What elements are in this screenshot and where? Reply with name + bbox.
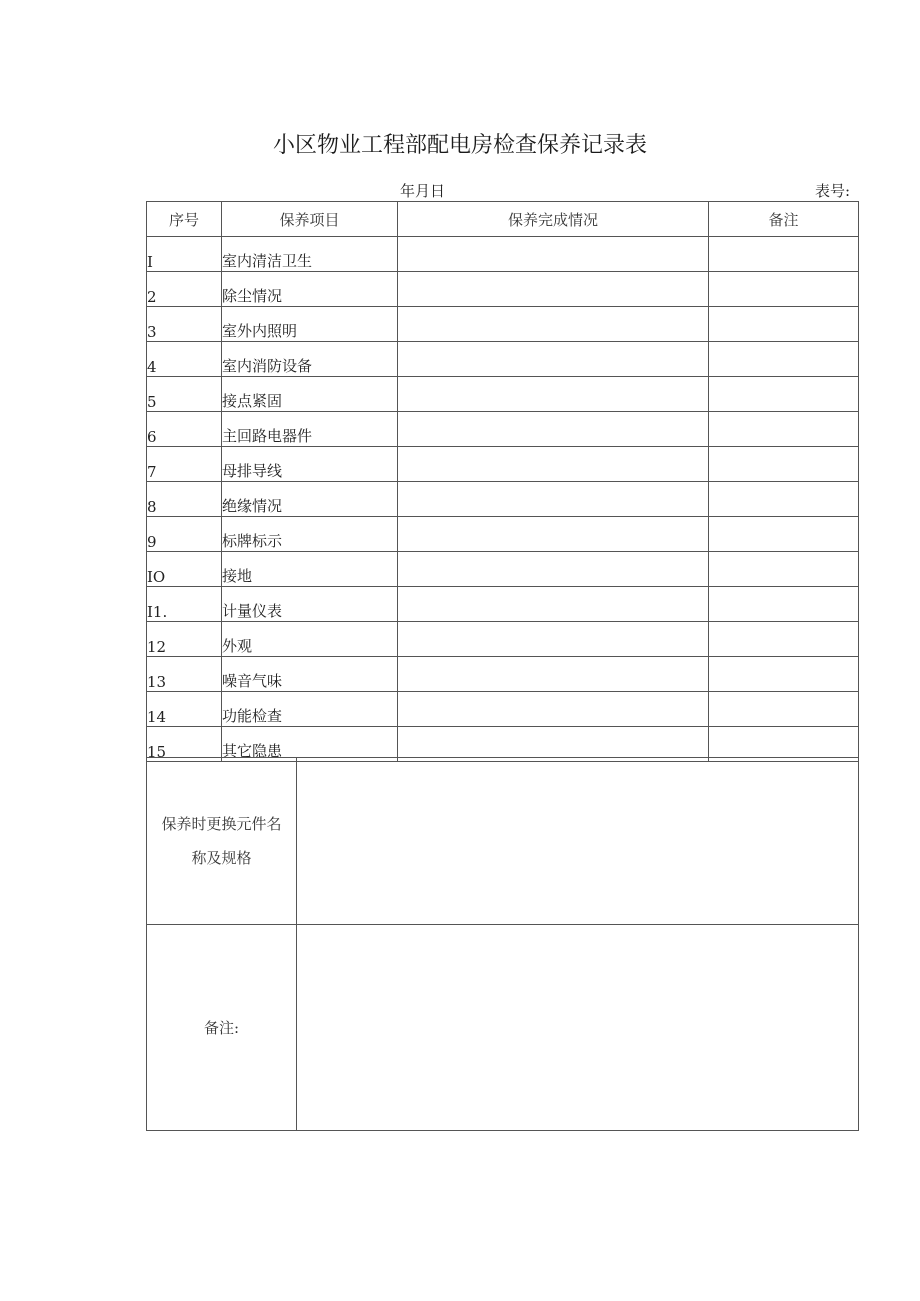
- row-item: 除尘情况: [222, 272, 398, 307]
- row-status-cell[interactable]: [398, 552, 709, 587]
- bottom-remark-row: [147, 925, 859, 1131]
- row-item: 外观: [222, 622, 398, 657]
- row-number: 4: [147, 342, 222, 377]
- row-status-cell[interactable]: [398, 447, 709, 482]
- row-number: 5: [147, 377, 222, 412]
- row-remark-cell[interactable]: [709, 412, 859, 447]
- row-remark-cell[interactable]: [709, 377, 859, 412]
- row-item: 主回路电器件: [222, 412, 398, 447]
- row-remark-cell[interactable]: [709, 237, 859, 272]
- bottom-section-table: [146, 757, 859, 1131]
- replacement-parts-row: [147, 758, 859, 925]
- row-item: 功能检查: [222, 692, 398, 727]
- date-label: 年月日: [400, 182, 446, 200]
- row-status-cell[interactable]: [398, 622, 709, 657]
- row-item: 标牌标示: [222, 517, 398, 552]
- row-status-cell[interactable]: [398, 237, 709, 272]
- row-remark-cell[interactable]: [709, 622, 859, 657]
- table-row: [147, 307, 859, 342]
- row-item: 室内消防设备: [222, 342, 398, 377]
- row-item: 计量仪表: [222, 587, 398, 622]
- row-status-cell[interactable]: [398, 377, 709, 412]
- row-number: 15: [147, 727, 222, 762]
- row-remark-cell[interactable]: [709, 482, 859, 517]
- row-remark-cell[interactable]: [709, 657, 859, 692]
- table-row: [147, 587, 859, 622]
- row-number: I: [147, 237, 222, 272]
- row-status-cell[interactable]: [398, 587, 709, 622]
- row-status-cell[interactable]: [398, 692, 709, 727]
- replacement-parts-cell[interactable]: [297, 758, 859, 925]
- row-item: 母排导线: [222, 447, 398, 482]
- table-row: [147, 237, 859, 272]
- row-item: 室外内照明: [222, 307, 398, 342]
- row-number: 8: [147, 482, 222, 517]
- row-remark-cell[interactable]: [709, 517, 859, 552]
- row-remark-cell[interactable]: [709, 587, 859, 622]
- row-remark-cell[interactable]: [709, 447, 859, 482]
- row-remark-cell[interactable]: [709, 307, 859, 342]
- table-row: [147, 552, 859, 587]
- bottom-remark-label: 备注:: [147, 925, 297, 1131]
- table-row: [147, 692, 859, 727]
- header-status: 保养完成情况: [398, 202, 709, 237]
- row-remark-cell[interactable]: [709, 342, 859, 377]
- row-number: IO: [147, 552, 222, 587]
- table-header-row: [147, 202, 859, 237]
- row-number: 6: [147, 412, 222, 447]
- row-status-cell[interactable]: [398, 342, 709, 377]
- row-number: 3: [147, 307, 222, 342]
- table-row: [147, 517, 859, 552]
- row-item: 绝缘情况: [222, 482, 398, 517]
- replacement-parts-label: [147, 758, 297, 925]
- row-status-cell[interactable]: [398, 412, 709, 447]
- replacement-label-line1: 保养时更换元件名: [161, 815, 282, 833]
- table-row: [147, 412, 859, 447]
- row-number: I1.: [147, 587, 222, 622]
- row-status-cell[interactable]: [398, 657, 709, 692]
- header-item: 保养项目: [222, 202, 398, 237]
- table-row: [147, 342, 859, 377]
- form-number-label: 表号:: [815, 182, 851, 200]
- bottom-remark-cell[interactable]: [297, 925, 859, 1131]
- table-row: [147, 482, 859, 517]
- row-status-cell[interactable]: [398, 482, 709, 517]
- row-status-cell[interactable]: [398, 517, 709, 552]
- header-seq: 序号: [147, 202, 222, 237]
- row-number: 7: [147, 447, 222, 482]
- row-number: 2: [147, 272, 222, 307]
- row-item: 接地: [222, 552, 398, 587]
- page-title: 小区物业工程部配电房检查保养记录表: [272, 133, 647, 158]
- row-item: 噪音气味: [222, 657, 398, 692]
- table-row: [147, 657, 859, 692]
- row-number: 9: [147, 517, 222, 552]
- row-item: 室内清洁卫生: [222, 237, 398, 272]
- row-item: 接点紧固: [222, 377, 398, 412]
- inspection-table: [146, 201, 859, 762]
- header-remark: 备注: [709, 202, 859, 237]
- row-remark-cell[interactable]: [709, 692, 859, 727]
- table-row: [147, 377, 859, 412]
- row-status-cell[interactable]: [398, 272, 709, 307]
- table-row: [147, 622, 859, 657]
- row-number: 12: [147, 622, 222, 657]
- table-row: [147, 272, 859, 307]
- row-item: 其它隐患: [222, 727, 398, 762]
- row-number: 13: [147, 657, 222, 692]
- row-remark-cell[interactable]: [709, 272, 859, 307]
- replacement-label-line2: 称及规格: [191, 849, 252, 867]
- row-number: 14: [147, 692, 222, 727]
- row-status-cell[interactable]: [398, 307, 709, 342]
- table-row: [147, 447, 859, 482]
- row-remark-cell[interactable]: [709, 552, 859, 587]
